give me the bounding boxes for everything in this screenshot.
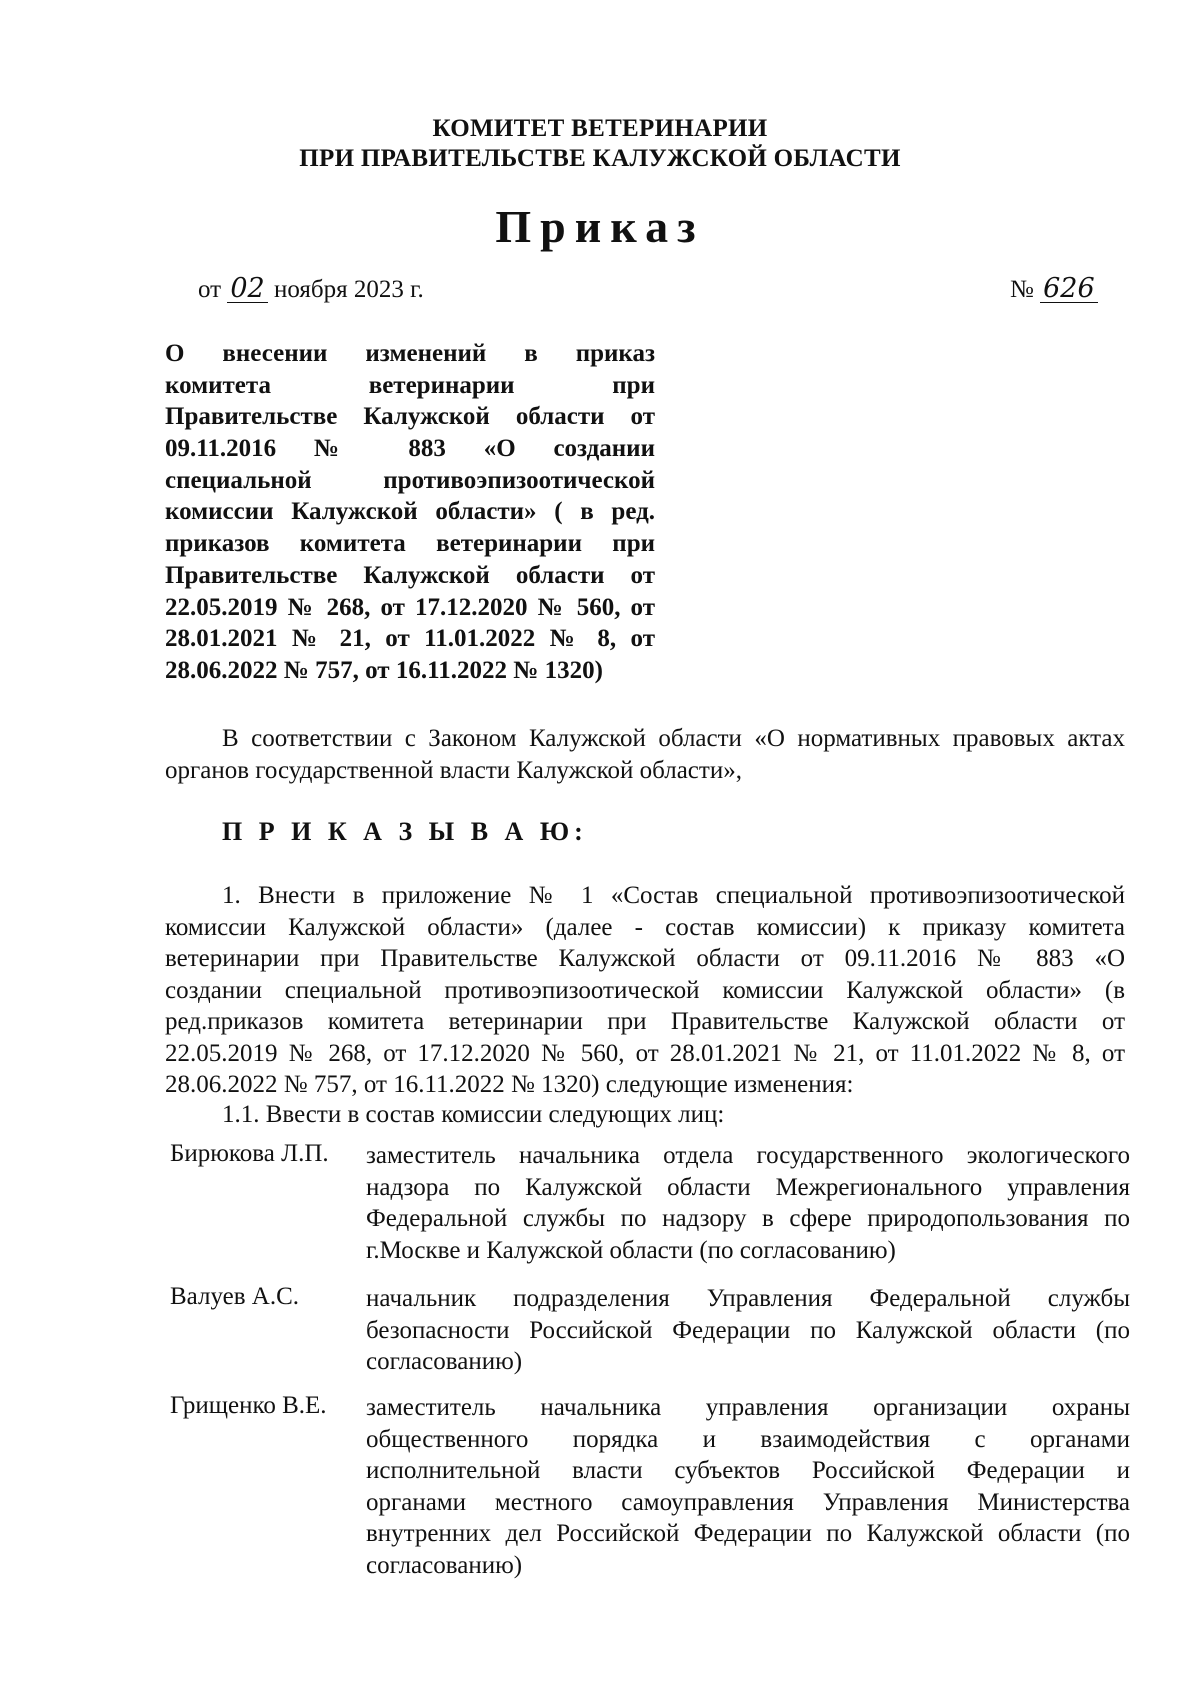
member-position [366,1283,1130,1378]
paragraph-line: В соответствии с Законом Калужской области «О нормативных правовых актах [222,725,1125,752]
position-line: Федеральной службы по надзору в сфере природопользования по [366,1205,1130,1232]
date-prefix: от [198,276,222,303]
position-line: безопасности Российской Федерации по Калужской области (по [366,1316,1130,1344]
paragraph-line: комиссии Калужской области» (далее - состав комиссии) к приказу комитета [165,913,1125,941]
handwritten-day: 02 [227,275,267,303]
order-number [1010,275,1098,304]
position-line: согласованию) [366,1348,523,1375]
order-subject [165,338,655,687]
subject-line: Правительстве Калужской области от [165,561,655,589]
paragraph-line: 22.05.2019 № 268, от 17.12.2020 № 560, от 28.01.2021 № 21, от 11.01.2022 № 8, от [165,1039,1125,1067]
member-name: Бирюкова Л.П. [170,1140,329,1167]
subject-line: 09.11.2016 № 883 «О создании [165,435,655,463]
subject-line: комитета ветеринарии при [165,371,655,399]
subject-line: 28.06.2022 № 757, от 16.11.2022 № 1320) [165,656,603,684]
subject-line: 22.05.2019 № 268, от 17.12.2020 № 560, от [165,593,655,621]
org-name-line2: ПРИ ПРАВИТЕЛЬСТВЕ КАЛУЖСКОЙ ОБЛАСТИ [299,145,901,172]
position-line: г.Москве и Калужской области (по согласованию) [366,1236,896,1264]
position-line: надзора по Калужской области Межрегионального управления [366,1173,1130,1201]
member-name: Грищенко В.Е. [170,1392,327,1419]
position-line: заместитель начальника отдела государственного экологического [366,1142,1130,1169]
position-line: внутренних дел Российской Федерации по Калужской области (по [366,1520,1130,1547]
position-line: общественного порядка и взаимодействия с органами [366,1425,1130,1453]
position-line: заместитель начальника управления организации охраны [366,1394,1130,1421]
paragraph-line: органов государственной власти Калужской области», [165,756,742,784]
position-line: согласованию) [366,1551,523,1579]
paragraph-line: ветеринарии при Правительстве Калужской области от 09.11.2016 № 883 «О [165,945,1125,972]
date-rest: ноября 2023 г. [273,276,424,303]
item-1-paragraph [165,880,1125,1101]
paragraph-line: ред.приказов комитета ветеринарии при Правительстве Калужской области от [165,1008,1125,1035]
member-name: Валуев А.С. [170,1283,300,1310]
handwritten-number: 626 [1040,275,1098,303]
item-1-1-paragraph: 1.1. Ввести в состав комиссии следующих лиц: [222,1101,725,1128]
position-line: начальник подразделения Управления Федеральной службы [366,1285,1130,1312]
paragraph-line: создании специальной противоэпизоотической комиссии Калужской области» (в [165,976,1125,1004]
order-date [198,275,424,304]
subject-line: О внесении изменений в приказ [165,340,655,367]
org-name-line1: КОМИТЕТ ВЕТЕРИНАРИИ [432,115,768,142]
paragraph-line: 1. Внести в приложение № 1 «Состав специальной противоэпизоотической [222,882,1125,909]
paragraph-line: 28.06.2022 № 757, от 16.11.2022 № 1320) следующие изменения: [165,1071,854,1098]
member-position [366,1392,1130,1581]
position-line: органами местного самоуправления Управления Министерства [366,1488,1130,1516]
member-position [366,1140,1130,1266]
subject-line: специальной противоэпизоотической [165,466,655,494]
subject-line: Правительстве Калужской области от [165,403,655,431]
subject-line: 28.01.2021 № 21, от 11.01.2022 № 8, от [165,625,655,653]
document-title: Приказ [495,201,705,252]
preamble-paragraph [165,723,1125,786]
position-line: исполнительной власти субъектов Российской Федерации и [366,1457,1130,1484]
order-heading: П Р И К А З Ы В А Ю: [222,817,588,846]
subject-line: приказов комитета ветеринарии при [165,530,655,558]
subject-line: комиссии Калужской области» ( в ред. [165,498,655,526]
number-prefix: № [1010,276,1034,303]
